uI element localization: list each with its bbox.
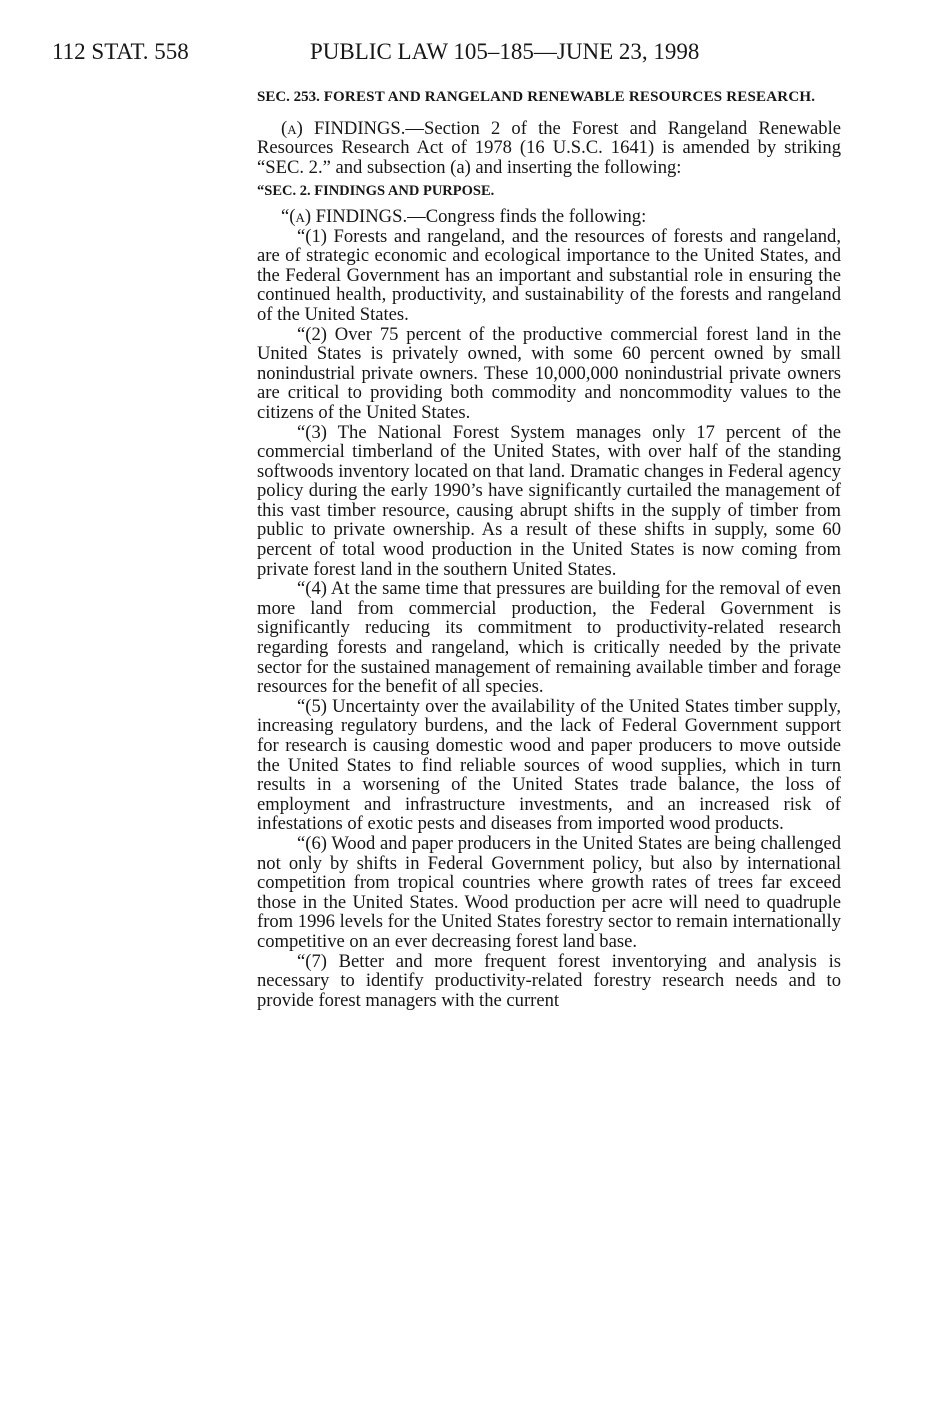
finding-paragraph-7: “(7) Better and more frequent forest inventorying and analysis is necessary to identify productivity-related forestry research needs and to provide forest managers with the current [257,950,841,1011]
finding-paragraph-1: “(1) Forests and rangeland, and the resources of forests and rangeland, are of strategic economic and ecological importance to the United States, and the Federal Government has an important and substantial role in ensuring the continued health, productivity, and sustainability of the forests and rangeland of the United States. [257,225,841,325]
section-number: SEC. 253. [257,89,320,105]
findings-amendment-paragraph [257,119,841,178]
section-heading [257,88,841,108]
finding-paragraph-2: “(2) Over 75 percent of the productive commercial forest land in the United States is privately owned, with some 60 percent owned by small nonindustrial private owners. These 10,000,000 nonindustrial private owners are critical to providing both commodity and noncommodity values to the citizens of the United States. [257,323,841,423]
law-title: PUBLIC LAW 105–185—JUNE 23, 1998 [310,39,700,64]
stat-reference: 112 STAT. 558 [52,39,189,64]
inserted-section-heading: “SEC. 2. FINDINGS AND PURPOSE. [257,183,495,200]
section-title: FOREST AND RANGELAND RENEWABLE RESOURCES RESEARCH. [323,89,816,105]
findings-label: (a) FINDINGS. [281,117,406,139]
finding-paragraph-5: “(5) Uncertainty over the availability of the United States timber supply, increasing regulatory burdens, and the lack of Federal Government support for research is causing domestic wood and paper producers to move outside the United States to find reliable sources of wood supplies, which in turn results in a worsening of the United States trade balance, the loss of employment and infrastructure investments, and an increased risk of infestations of exotic pests and diseases from imported wood products. [257,695,841,835]
body-text [257,88,841,1010]
finding-paragraph-3: “(3) The National Forest System manages only 17 percent of the commercial timberland of the United States, with over half of the standing softwoods inventory located on that land. Dramatic changes in Federal agency policy during the early 1990’s have significantly curtailed the management of this vast timber resource, causing abrupt shifts in the supply of timber from public to private ownership. As a result of these shifts in supply, some 60 percent of total wood production in the United States is now coming from private forest land in the southern United States. [257,421,841,580]
subsection-text: —Congress finds the following: [407,205,647,227]
inserted-subsection-heading [257,207,841,227]
finding-paragraph-6: “(6) Wood and paper producers in the United States are being challenged not only by shifts in Federal Government policy, but also by international competition from tropical countries where growth rates of trees far exceed those in the United States. Wood production per acre will need to quadruple from 1996 levels for the United States forestry sector to remain internationally competitive on an ever decreasing forest land base. [257,832,841,952]
finding-paragraph-4: “(4) At the same time that pressures are building for the removal of even more land from commercial production, the Federal Government is significantly reducing its commitment to productivity-related research regarding forests and rangeland, which is critically needed by the private sector for the sustained management of remaining available timber and forage resources for the benefit of all species. [257,578,841,698]
subsection-label: “(a) FINDINGS. [281,205,408,227]
findings-text: —Section 2 of the Forest and Rangeland Renewable Resources Research Act of 1978 (16 U.S.C. 1641) is amended by striking “SEC. 2.” and subsection (a) and inserting the following: [257,117,841,178]
